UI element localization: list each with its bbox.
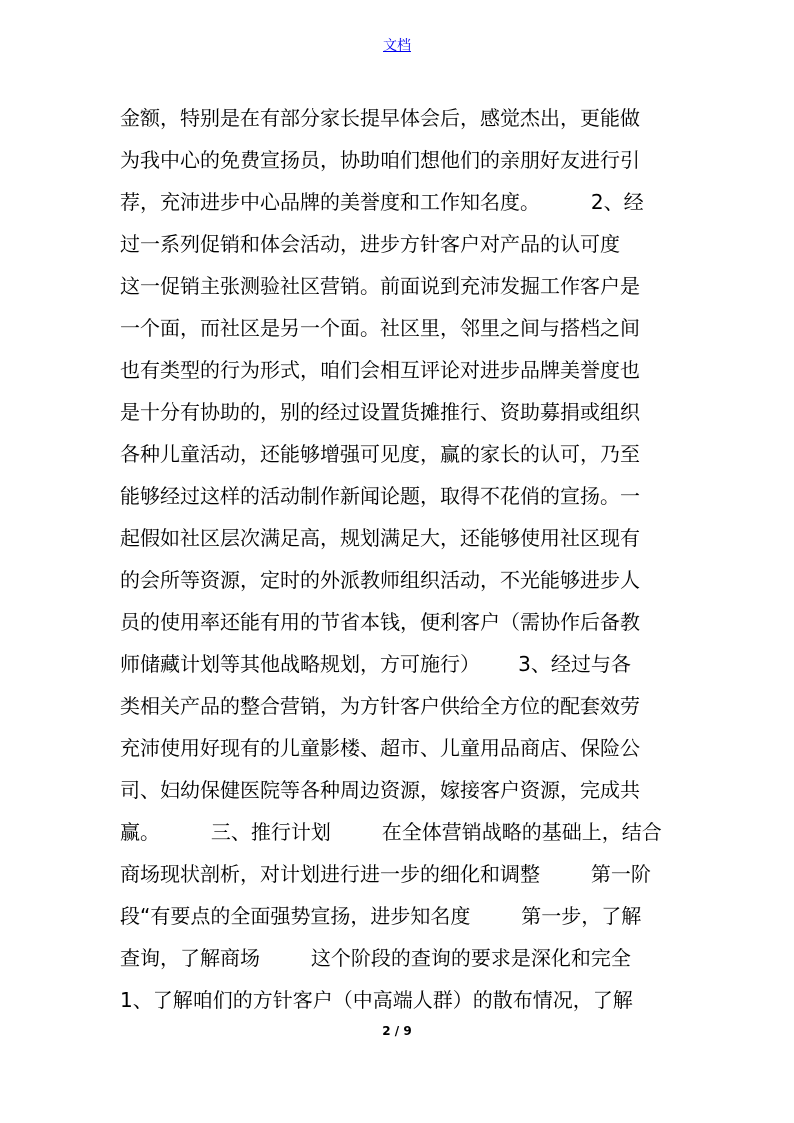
text-line: 也有类型的行为形式，咱们会相互评论对进步品牌美誉度也 (120, 358, 640, 382)
text-line: 段“有要点的全面强势宣扬，进步知名度 第一步，了解 (120, 904, 642, 928)
text-line: 类相关产品的整合营销，为方针客户供给全方位的配套效劳 (120, 694, 640, 718)
text-line: 起假如社区层次满足高，规划满足大，还能够使用社区现有 (120, 526, 640, 550)
text-line: 是十分有协助的，别的经过设置货摊推行、资助募捐或组织 (120, 400, 640, 424)
text-line: 充沛使用好现有的儿童影楼、超市、儿童用品商店、保险公 (120, 736, 640, 760)
text-line: 各种儿童活动，还能够增强可见度，赢的家长的认可，乃至 (120, 442, 640, 466)
text-line: 金额，特别是在有部分家长提早体会后，感觉杰出，更能做 (120, 106, 640, 130)
text-line: 这一促销主张测验社区营销。前面说到充沛发掘工作客户是 (120, 274, 640, 298)
text-line: 荐，充沛进步中心品牌的美誉度和工作知名度。 2、经 (120, 190, 644, 214)
document-title-link[interactable]: 文档 (383, 38, 411, 54)
text-line: 司、妇幼保健医院等各种周边资源，嫁接客户资源，完成共 (120, 778, 640, 802)
text-line: 为我中心的免费宣扬员，协助咱们想他们的亲朋好友进行引 (120, 148, 640, 172)
text-line: 赢。 三、推行计划 在全体营销战略的基础上，结合 (120, 820, 662, 844)
text-line: 能够经过这样的活动制作新闻论题，取得不花俏的宣扬。一 (120, 484, 640, 508)
text-line: 查询，了解商场 这个阶段的查询的要求是深化和完全 (120, 946, 631, 970)
text-line: 师储藏计划等其他战略规划，方可施行） 3、经过与各 (120, 652, 631, 676)
text-line: 的会所等资源，定时的外派教师组织活动，不光能够进步人 (120, 568, 640, 592)
text-line: 员的使用率还能有用的节省本钱，便利客户（需协作后备教 (120, 610, 640, 634)
text-line: 商场现状剖析，对计划进行进一步的细化和调整 第一阶 (120, 862, 651, 886)
page-number: 2 / 9 (382, 1024, 412, 1038)
text-line: 过一系列促销和体会活动，进步方针客户对产品的认可度 (120, 232, 620, 256)
text-line: 1、了解咱们的方针客户（中高端人群）的散布情况，了解 (120, 988, 633, 1012)
text-line: 一个面，而社区是另一个面。社区里，邻里之间与搭档之间 (120, 316, 640, 340)
